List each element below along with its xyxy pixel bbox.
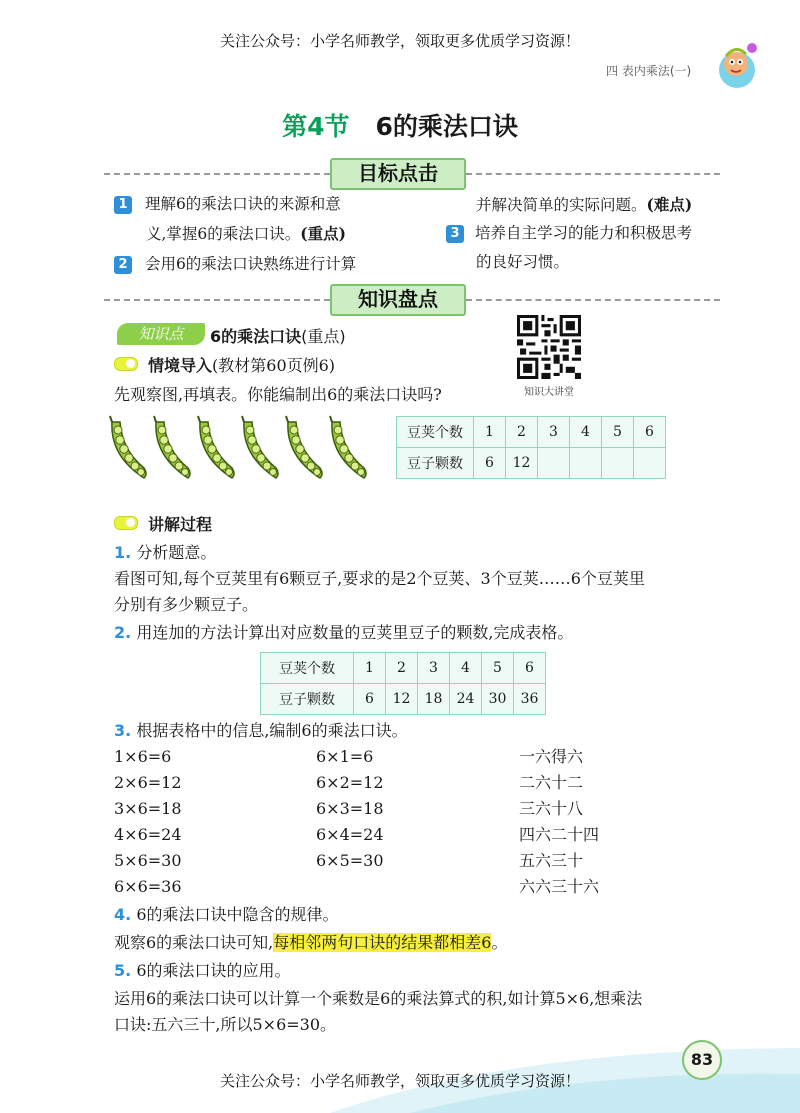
formula: 6×4=24 xyxy=(316,825,384,844)
formula: 6×2=12 xyxy=(316,773,384,792)
bottom-banner: 关注公众号：小学名师教学，领取更多优质学习资源！ xyxy=(219,1072,580,1090)
knowledge-point-title: 6的乘法口诀(重点) xyxy=(210,327,346,346)
rhyme: 三六十八 xyxy=(519,799,584,818)
goal-2-line2: 并解决简单的实际问题。(难点) xyxy=(476,195,693,214)
pea-pods-illustration xyxy=(108,414,388,484)
knowledge-badge: 知识盘点 xyxy=(330,284,466,316)
step-5-title: 5. 6的乘法口诀的应用。 xyxy=(114,961,291,980)
table-row: 豆子颗数 6 12 18 24 30 36 xyxy=(261,684,546,715)
table-row: 豆子颗数 6 12 xyxy=(397,448,666,479)
qr-code-icon[interactable] xyxy=(517,315,581,379)
goals-badge: 目标点击 xyxy=(330,158,466,190)
step-5-line-2: 口诀:五六三十,所以5×6=30。 xyxy=(114,1015,337,1034)
rhyme: 一六得六 xyxy=(519,747,584,766)
table-row: 豆荚个数 1 2 3 4 5 6 xyxy=(397,417,666,448)
step-5-line-1: 运用6的乘法口诀可以计算一个乘数是6的乘法算式的积,如计算5×6,想乘法 xyxy=(114,989,643,1008)
pods-table-complete xyxy=(260,652,546,715)
goal-1: 1 理解6的乘法口诀的来源和意 义,掌握6的乘法口诀。(重点) xyxy=(114,190,404,249)
divider-left xyxy=(104,299,330,301)
page-title xyxy=(0,107,800,143)
goal-number: 1 xyxy=(114,196,132,214)
formula: 5×6=30 xyxy=(114,851,182,870)
step-1-line-1: 看图可知,每个豆荚里有6颗豆子,要求的是2个豆荚、3个豆荚……6个豆荚里 xyxy=(114,569,645,588)
process-heading: 讲解过程 xyxy=(148,515,213,534)
step-1-line-2: 分别有多少颗豆子。 xyxy=(114,595,259,614)
highlight-rule: 每相邻两句口诀的结果都相差6 xyxy=(273,933,492,952)
top-banner: 关注公众号：小学名师教学，领取更多优质学习资源！ xyxy=(219,32,580,50)
bullet-icon xyxy=(114,516,138,530)
pea-pod-1 xyxy=(110,416,146,478)
pods-table-incomplete xyxy=(396,416,666,479)
divider-right xyxy=(466,299,720,301)
formula: 4×6=24 xyxy=(114,825,182,844)
formula-column-b xyxy=(316,744,384,874)
pea-pod-3 xyxy=(198,416,234,478)
rhyme: 五六三十 xyxy=(519,851,584,870)
rhyme-column xyxy=(519,744,599,900)
formula: 3×6=18 xyxy=(114,799,182,818)
rhyme: 六六三十六 xyxy=(519,877,600,896)
intro-question: 先观察图,再填表。你能编制出6的乘法口诀吗? xyxy=(114,385,442,404)
goal-number: 2 xyxy=(114,256,132,274)
formula: 6×1=6 xyxy=(316,747,374,766)
goal-3: 3 培养自主学习的能力和积极思考 的良好习惯。 xyxy=(446,219,746,277)
rhyme: 四六二十四 xyxy=(519,825,600,844)
formula: 6×6=36 xyxy=(114,877,182,896)
intro-heading: 情境导入(教材第60页例6) xyxy=(148,356,336,375)
divider-left xyxy=(104,173,330,175)
formula: 2×6=12 xyxy=(114,773,182,792)
divider-right xyxy=(466,173,720,175)
section-number: 第4节 xyxy=(282,112,350,141)
formula: 1×6=6 xyxy=(114,747,172,766)
rhyme: 二六十二 xyxy=(519,773,584,792)
step-4-text: 观察6的乘法口诀可知,每相邻两句口诀的结果都相差6。 xyxy=(114,933,508,952)
goal-2-line1: 2 会用6的乘法口诀熟练进行计算 xyxy=(114,250,414,279)
goal-number: 3 xyxy=(446,225,464,243)
step-2-title: 2. 用连加的方法计算出对应数量的豆荚里豆子的颗数,完成表格。 xyxy=(114,623,574,642)
step-3-title: 3. 根据表格中的信息,编制6的乘法口诀。 xyxy=(114,721,408,740)
formula: 6×3=18 xyxy=(316,799,384,818)
pea-pod-5 xyxy=(286,416,322,478)
chapter-label: 四 表内乘法(一) xyxy=(606,64,692,78)
knowledge-point-tag: 知识点 xyxy=(117,323,205,345)
formula-column-a xyxy=(114,744,182,900)
pea-pod-4 xyxy=(242,416,278,478)
mascot-icon xyxy=(712,40,762,92)
section-title: 6的乘法口诀 xyxy=(375,112,518,141)
formula: 6×5=30 xyxy=(316,851,384,870)
page-number: 83 xyxy=(682,1040,722,1080)
qr-caption: 知识大讲堂 xyxy=(524,387,574,398)
step-1-title: 1. 分析题意。 xyxy=(114,543,217,562)
pea-pod-6 xyxy=(330,416,366,478)
pea-pod-2 xyxy=(154,416,190,478)
step-4-title: 4. 6的乘法口诀中隐含的规律。 xyxy=(114,905,339,924)
table-row: 豆荚个数 1 2 3 4 5 6 xyxy=(261,653,546,684)
bullet-icon xyxy=(114,357,138,371)
